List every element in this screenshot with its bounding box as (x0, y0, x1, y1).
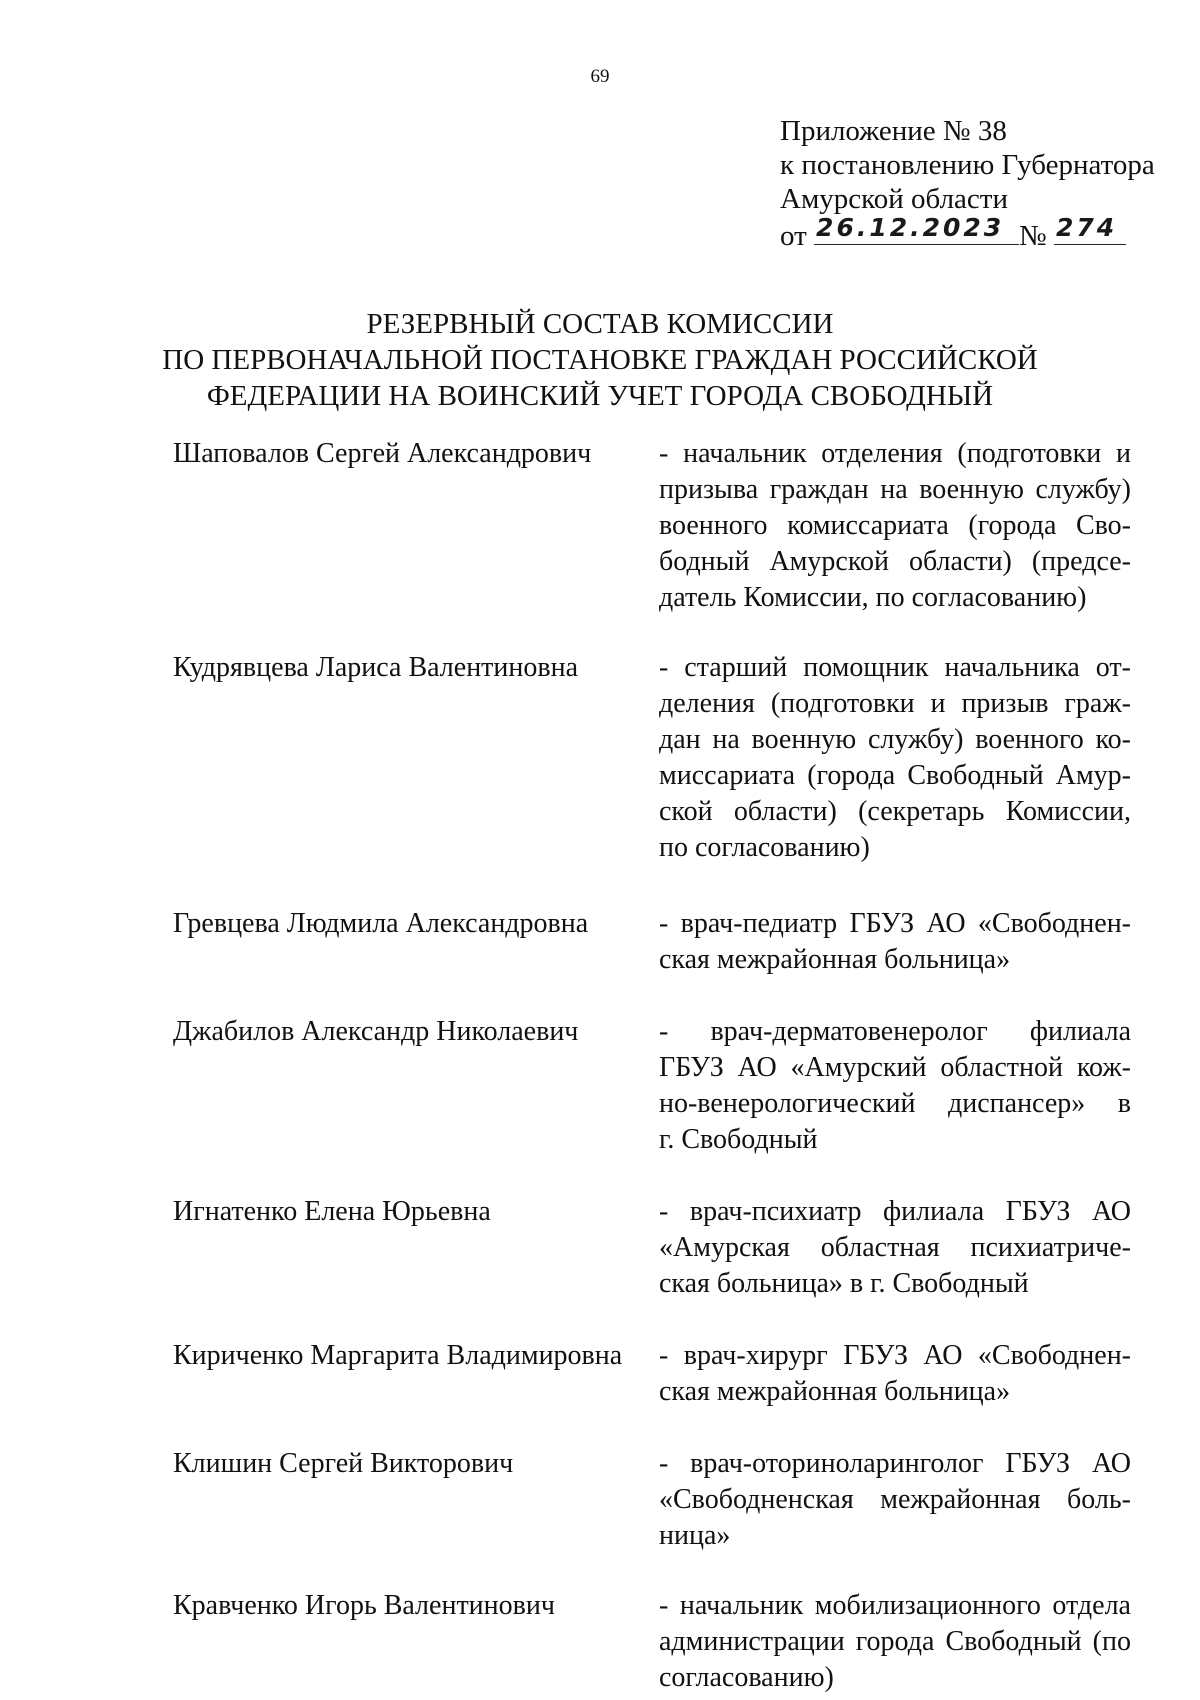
page-number: 69 (590, 66, 610, 87)
member-role (659, 906, 1131, 978)
member-entry (173, 1014, 1133, 1158)
title-line-2: ПО ПЕРВОНАЧАЛЬНОЙ ПОСТАНОВКЕ ГРАЖДАН РОССИЙСКОЙ (162, 344, 1038, 376)
role-line: - начальник мобилизационного отдела (659, 1590, 1131, 1621)
date-field (814, 213, 1019, 245)
role-line: бодный Амурской области) (предсе- (659, 546, 1131, 577)
appendix-header (780, 114, 1155, 253)
member-name: Джабилов Александр Николаевич (173, 1016, 579, 1047)
role-line: согласованию) (659, 1662, 834, 1693)
member-role (659, 1014, 1131, 1158)
role-line: - врач-дерматовенеролог филиала (659, 1016, 1131, 1047)
role-line: - начальник отделения (подготовки и (659, 438, 1131, 469)
members-list (173, 436, 1133, 1696)
document-title (0, 306, 1200, 414)
role-line: деления (подготовки и призыв граж- (659, 688, 1131, 719)
number-field (1054, 213, 1126, 245)
handwritten-number: 274 (1055, 213, 1118, 242)
role-line: дан на военную службу) военного ко- (659, 724, 1131, 755)
role-line: по согласованию) (659, 832, 870, 863)
member-name: Гревцева Людмила Александровна (173, 908, 589, 939)
role-line: ской области) (секретарь Комиссии, (659, 796, 1131, 827)
role-line: ская межрайонная больница» (659, 1376, 1011, 1407)
member-entry (173, 906, 1133, 978)
role-line: - врач-педиатр ГБУЗ АО «Свободнен- (659, 908, 1131, 939)
role-line: ница» (659, 1520, 731, 1551)
member-entry (173, 1194, 1133, 1302)
member-role (659, 1338, 1131, 1410)
number-label: № (1019, 220, 1047, 252)
role-line: «Амурская областная психиатриче- (659, 1232, 1131, 1263)
role-line: ская межрайонная больница» (659, 944, 1011, 975)
member-name: Игнатенко Елена Юрьевна (173, 1196, 491, 1227)
role-line: «Свободненская межрайонная боль- (659, 1484, 1131, 1515)
member-entry (173, 1588, 1133, 1696)
member-role (659, 650, 1131, 866)
member-role (659, 1194, 1131, 1302)
role-line: призыва граждан на военную службу) (659, 474, 1131, 505)
role-line: ская больница» в г. Свободный (659, 1268, 1029, 1299)
member-entry (173, 436, 1133, 616)
member-name: Кравченко Игорь Валентинович (173, 1590, 555, 1621)
role-line: - старший помощник начальника от- (659, 652, 1131, 683)
member-entry (173, 650, 1133, 866)
appendix-region: Амурской области (780, 183, 1008, 215)
member-role (659, 1588, 1131, 1696)
member-entry (173, 1338, 1133, 1410)
title-line-1: РЕЗЕРВНЫЙ СОСТАВ КОМИССИИ (366, 308, 834, 340)
role-line: - врач-психиатр филиала ГБУЗ АО (659, 1196, 1131, 1227)
role-line: - врач-хирург ГБУЗ АО «Свободнен- (659, 1340, 1131, 1371)
role-line: датель Комиссии, по согласованию) (659, 582, 1087, 613)
role-line: миссариата (города Свободный Амур- (659, 760, 1131, 791)
member-name: Кудрявцева Лариса Валентиновна (173, 652, 579, 683)
member-name: Клишин Сергей Викторович (173, 1448, 514, 1479)
appendix-number: Приложение № 38 (780, 115, 1007, 147)
role-line: военного комиссариата (города Сво- (659, 510, 1131, 541)
appendix-decree-ref: к постановлению Губернатора (780, 149, 1155, 181)
handwritten-date: 26.12.2023 (816, 213, 1005, 242)
member-name: Шаповалов Сергей Александрович (173, 438, 592, 469)
member-role (659, 1446, 1131, 1554)
member-name: Кириченко Маргарита Владимировна (173, 1340, 623, 1371)
role-line: г. Свободный (659, 1124, 818, 1155)
title-line-3: ФЕДЕРАЦИИ НА ВОИНСКИЙ УЧЕТ ГОРОДА СВОБОДНЫЙ (206, 380, 994, 412)
role-line: ГБУЗ АО «Амурский областной кож- (659, 1052, 1131, 1083)
role-line: администрации города Свободный (по (659, 1626, 1131, 1657)
member-entry (173, 1446, 1133, 1554)
role-line: но-венерологический диспансер» в (659, 1088, 1131, 1119)
appendix-date-line (780, 213, 1155, 253)
role-line: - врач-оториноларинголог ГБУЗ АО (659, 1448, 1131, 1479)
from-label: от (780, 220, 807, 252)
member-role (659, 436, 1131, 616)
